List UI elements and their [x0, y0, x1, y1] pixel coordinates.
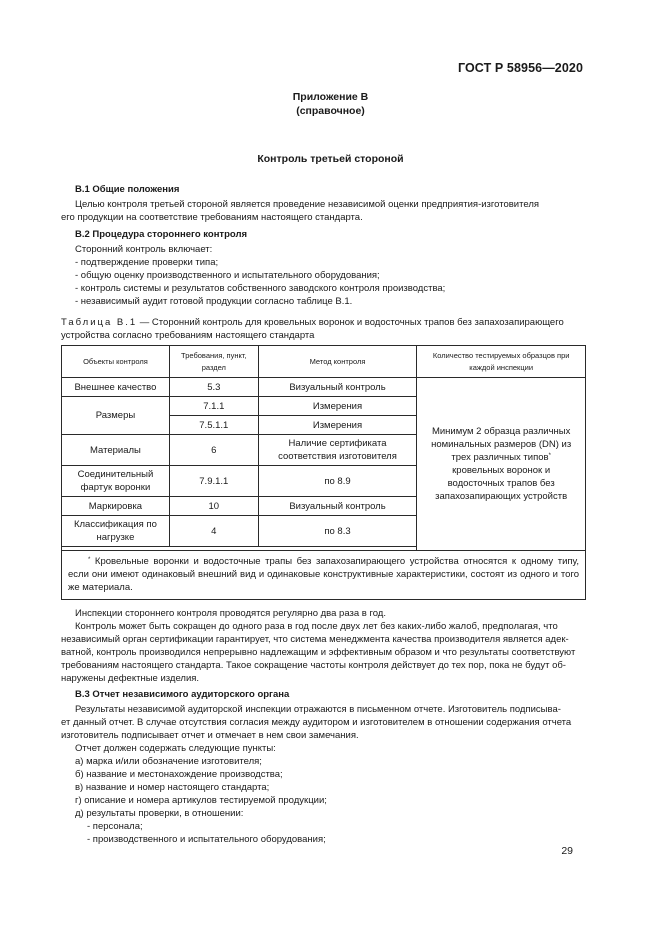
list-item: - контроль системы и результатов собственного заводского контроля производства; [75, 283, 446, 294]
table-cell: 6 [169, 435, 258, 466]
table-cell: 7.1.1 [169, 397, 258, 416]
table-cell: Измерения [258, 416, 417, 435]
paragraph-line: требованиям настоящего стандарта. Такое сокращение частоты контроля действует до тех пор, пока не будут об- [61, 660, 566, 671]
section-title: Контроль третьей стороной [257, 153, 404, 165]
paragraph-line: независимый орган сертификации гарантирует, что система менеджмента качества производителя является адек- [61, 634, 569, 645]
list-sub-item: - персонала; [87, 821, 143, 832]
list-item: - общую оценку производственного и испытательного оборудования; [75, 270, 380, 281]
paragraph-line: его продукции на соответствие требованиям настоящего стандарта. [61, 212, 363, 223]
heading-b3: В.3 Отчет независимого аудиторского органа [75, 689, 290, 700]
control-table [61, 345, 586, 600]
table-cell: Соединительный фартук воронки [62, 466, 170, 497]
paragraph-line: наружены дефектные изделия. [61, 673, 200, 684]
table-cell: 7.9.1.1 [169, 466, 258, 497]
table-cell: 7.5.1.1 [169, 416, 258, 435]
table-cell: 5.3 [169, 378, 258, 397]
page-number: 29 [561, 845, 573, 857]
paragraph-line: Инспекции стороннего контроля проводятся регулярно два раза в год. [75, 608, 386, 619]
paragraph-line: изготовитель подписывает отчет и отмечает в нем свои замечания. [61, 730, 359, 741]
table-cell-text: кровельных воронок и водосточных трапов без запахозапирающих устройств [435, 465, 568, 502]
paragraph-line: Контроль может быть сокращен до одного раза в год после двух лет без каких-либо жалоб, предполагая, что [75, 621, 558, 632]
column-header: Метод контроля [258, 346, 417, 378]
list-item: б) название и местонахождение производства; [75, 769, 283, 780]
heading-b2: В.2 Процедура стороннего контроля [75, 229, 248, 240]
heading-b1: В.1 Общие положения [75, 184, 180, 195]
table-row [62, 378, 586, 397]
table-cell: Визуальный контроль [258, 497, 417, 516]
standard-number: ГОСТ Р 58956—2020 [457, 61, 583, 75]
table-cell: Внешнее качество [62, 378, 170, 397]
list-item: в) название и номер настоящего стандарта; [75, 782, 270, 793]
footnote-mark: * [88, 557, 91, 563]
table-caption-label: Таблица В.1 [61, 317, 138, 328]
table-cell: Маркировка [62, 497, 170, 516]
table-caption [61, 316, 582, 342]
table-cell: по 8.3 [258, 516, 417, 547]
table-cell: Классификация по нагрузке [62, 516, 170, 547]
table-cell: Материалы [62, 435, 170, 466]
footnote-text: Кровельные воронки и водосточные трапы без запахозапирающего устройства относятся к одному типу, если они имеют одинаковый внешний вид и одинаковые конструктивные характеристики, состоят из одного и того же материала. [68, 556, 579, 593]
table-footnote-row [62, 551, 586, 600]
table-caption-text: устройства согласно требованиям настоящего стандарта [61, 330, 315, 341]
table-cell: Измерения [258, 397, 417, 416]
table-cell: Размеры [62, 397, 170, 435]
list-item: - независимый аудит готовой продукции согласно таблице В.1. [75, 296, 353, 307]
quantity-cell [417, 378, 586, 551]
list-item: д) результаты проверки, в отношении: [75, 808, 244, 819]
footnote-mark: * [548, 453, 551, 459]
annex-title: Приложение В [292, 91, 369, 103]
paragraph-line: Отчет должен содержать следующие пункты: [75, 743, 276, 754]
table-header-row [62, 346, 586, 378]
list-item: а) марка и/или обозначение изготовителя; [75, 756, 262, 767]
table-cell-text: Минимум 2 образца различных номинальных размеров (DN) из трех различных типов [431, 426, 572, 463]
paragraph-line: ватной, контроль производился непрерывно надлежащим и эффективным образом и что результаты соответствуют [61, 647, 576, 658]
column-header: Требования, пункт, раздел [169, 346, 258, 378]
table-cell: Визуальный контроль [258, 378, 417, 397]
list-item: г) описание и номера артикулов тестируемой продукции; [75, 795, 327, 806]
table-cell: по 8.9 [258, 466, 417, 497]
table-cell: 10 [169, 497, 258, 516]
table-footnote [62, 551, 586, 600]
list-sub-item: - производственного и испытательного оборудования; [87, 834, 326, 845]
annex-subtitle: (справочное) [296, 105, 365, 117]
list-item: - подтверждение проверки типа; [75, 257, 219, 268]
paragraph-line: Сторонний контроль включает: [75, 244, 213, 255]
table-caption-text: — Сторонний контроль для кровельных воронок и водосточных трапов без запахозапирающего [137, 317, 564, 328]
column-header: Объекты контроля [62, 346, 170, 378]
paragraph-line: Целью контроля третьей стороной является проведение независимой оценки предприятия-изготовителя [75, 199, 540, 210]
paragraph-line: Результаты независимой аудиторской инспекции отражаются в письменном отчете. Изготовитель подписыва- [75, 704, 561, 715]
table-cell: Наличие сертификата соответствия изготовителя [258, 435, 417, 466]
table-cell: 4 [169, 516, 258, 547]
column-header: Количество тестируемых образцов при каждой инспекции [417, 346, 586, 378]
paragraph-line: ет данный отчет. В случае отсутствия согласия между аудитором и изготовителем в отношении содержания отчета [61, 717, 572, 728]
